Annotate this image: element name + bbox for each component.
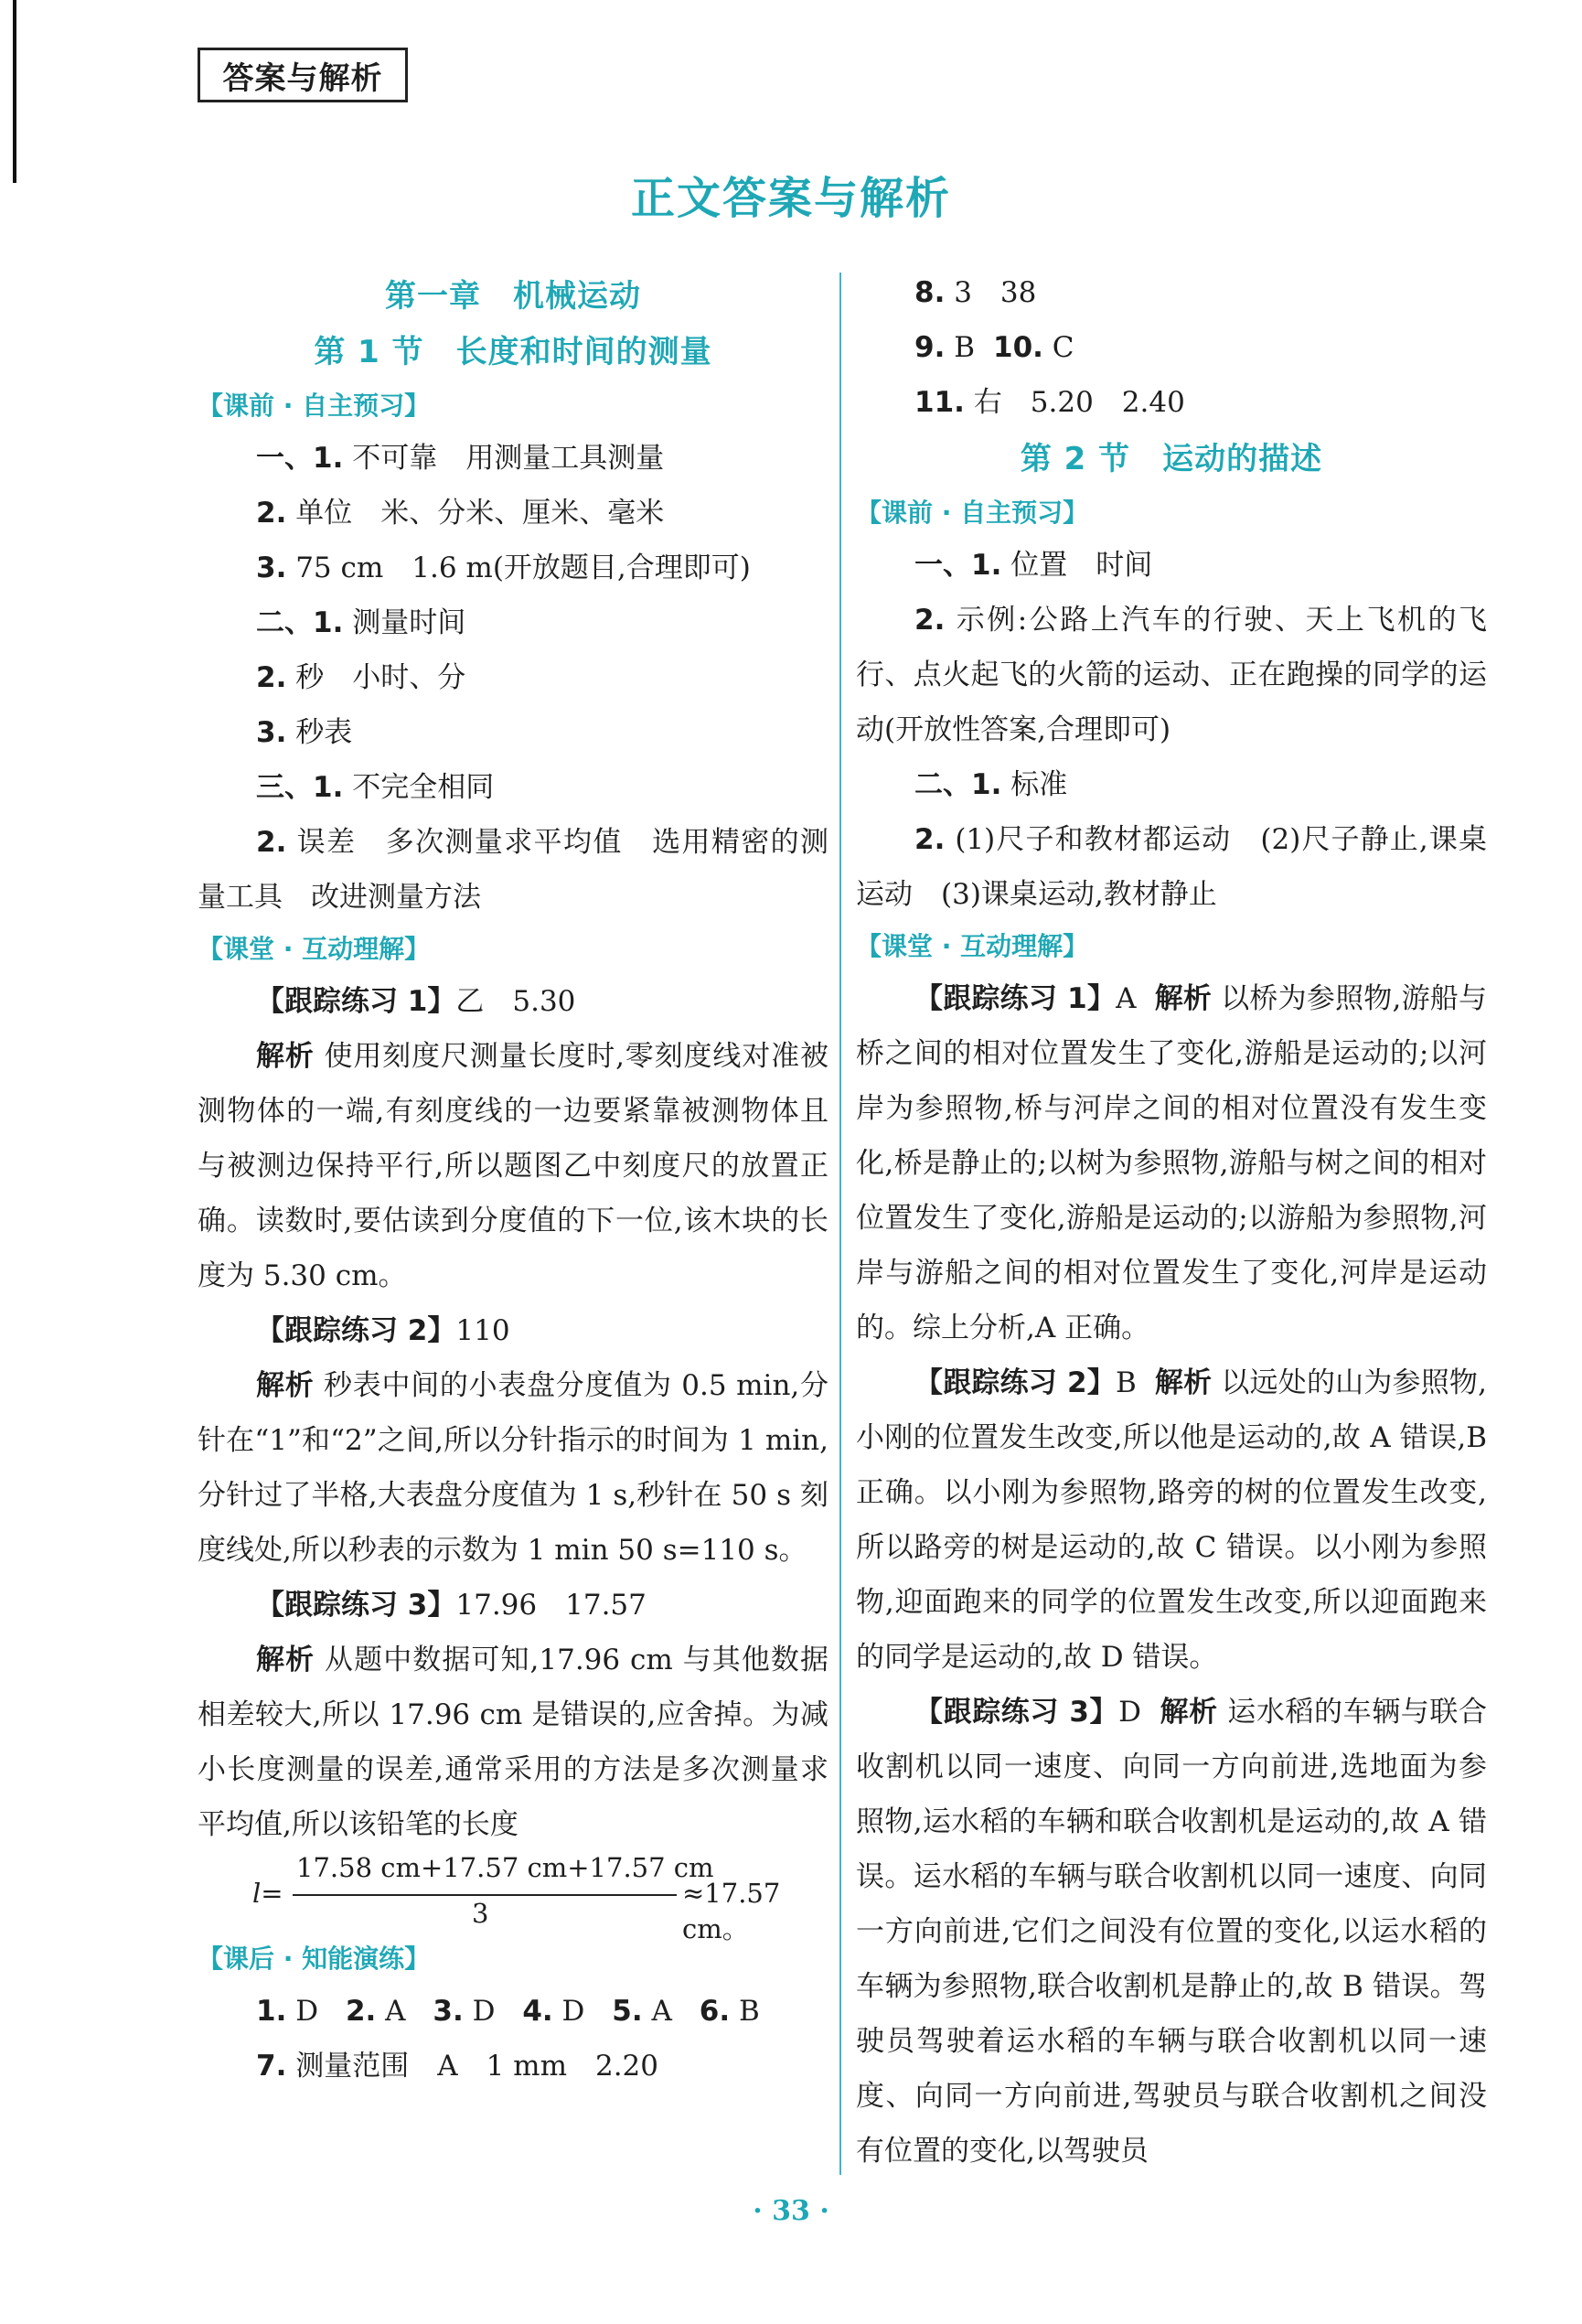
section-header-label: 答案与解析 [222,59,383,97]
explanation-paragraph: 【跟踪练习 3】D 解析 运水稻的车辆与联合收割机以同一速度、向同一方向前进,选地面为参照物,运水稻的车辆和联合收割机是运动的,故 A 错误。运水稻的车辆与联合收割机以同一速度、向同一方向前进,它们之间没有位置的变化,以运水稻的车辆为参照物,联合收割机是静止的,故 B 错误。驾驶员驾驶着运水稻的车辆与联合收割机以同一速度、向同一方向前进,驾驶员与联合收割机之间没有位置的变化,以驾驶员 [856,1696,1487,2168]
answer-line: 9. B 10. C [914,331,1074,364]
explanation-paragraph: 【跟踪练习 1】A 解析 以桥为参照物,游船与桥之间的相对位置发生了变化,游船是运动的;以河岸为参照物,桥与河岸之间的相对位置没有发生变化,桥是静止的;以树为参照物,游船与树之间的相对位置发生了变化,游船是运动的;以游船为参照物,河岸与游船之间的相对位置发生了变化,河岸是运动的。综上分析,A 正确。 [856,982,1487,1344]
tag-classroom: 【课堂 · 互动理解】 [198,934,431,964]
answer-line: 2. 秒 小时、分 [256,661,466,694]
exercise-answer: 【跟踪练习 3】17.96 17.57 [256,1589,647,1622]
answer-line: 2. 单位 米、分米、厘米、毫米 [256,497,665,530]
left-column [198,270,828,2094]
tag-after-class: 【课后 · 知能演练】 [198,1944,431,1974]
explanation-paragraph: 解析 从题中数据可知,17.96 cm 与其他数据相差较大,所以 17.96 cm 是错误的,应舍掉。为减小长度测量的误差,通常采用的方法是多次测量求平均值,所以该铅笔的长度 [198,1644,829,1841]
page-edge-rule [13,0,16,183]
answer-paragraph: 2. (1)尺子和教材都运动 (2)尺子静止,课桌运动 (3)课桌运动,教材静止 [856,823,1487,911]
exercise-answer: 【跟踪练习 1】乙 5.30 [256,985,576,1018]
explanation-paragraph: 【跟踪练习 2】B 解析 以远处的山为参照物,小刚的位置发生改变,所以他是运动的,故 A 错误,B 正确。以小刚为参照物,路旁的树的位置发生改变,所以路旁的树是运动的,故 C 错误。以小刚为参照物,迎面跑来的同学的位置发生改变,所以迎面跑来的同学是运动的,故 D 错误。 [856,1366,1487,1674]
answer-paragraph: 2. 误差 多次测量求平均值 选用精密的测量工具 改进测量方法 [198,826,828,914]
chapter-title: 第一章 机械运动 [385,278,641,315]
answer-line: 1. D 2. A 3. D 4. D 5. A 6. B [256,1995,760,2028]
explanation-paragraph: 解析 秒表中间的小表盘分度值为 0.5 min,分针在“1”和“2”之间,所以分针指示的时间为 1 min,分针过了半格,大表盘分度值为 1 s,秒针在 50 s 刻度线处,所以秒表的示数为 1 min 50 s=110 s。 [198,1369,828,1567]
formula-rhs: ≈17.57 cm。 [682,1878,781,1944]
answer-line: 3. 75 cm 1.6 m(开放题目,合理即可) [256,552,751,584]
answer-line: 3. 秒表 [256,716,353,749]
column-divider [839,273,841,2175]
section-header-box [198,48,408,102]
page-title: 正文答案与解析 [630,173,951,224]
tag-classroom: 【课堂 · 互动理解】 [856,931,1089,961]
answer-line: 11. 右 5.20 2.40 [914,386,1185,419]
exercise-answer: 【跟踪练习 2】110 [256,1314,510,1347]
explanation-paragraph: 解析 使用刻度尺测量长度时,零刻度线对准被测物体的一端,有刻度线的一边要紧靠被测物体且与被测边保持平行,所以题图乙中刻度尺的放置正确。读数时,要估读到分度值的下一位,该木块的长度为 5.30 cm。 [198,1040,828,1292]
right-column [856,265,1487,2179]
section-title: 第 2 节 运动的描述 [1020,441,1323,477]
answer-line: 7. 测量范围 A 1 mm 2.20 [256,2050,658,2083]
section-title: 第 1 节 长度和时间的测量 [314,334,712,370]
formula-lhs: l= [252,1878,283,1909]
answer-line: 一、1. 位置 时间 [914,549,1153,582]
answer-paragraph: 2. 示例:公路上汽车的行驶、天上飞机的飞行、点火起飞的火箭的运动、正在跑操的同学的运动(开放性答案,合理即可) [856,604,1487,746]
tag-preview: 【课前 · 自主预习】 [856,498,1089,528]
answer-line: 二、1. 标准 [914,768,1068,801]
tag-preview: 【课前 · 自主预习】 [198,391,431,421]
answer-line: 三、1. 不完全相同 [256,771,495,804]
answer-line: 二、1. 测量时间 [256,606,466,639]
formula-denominator: 3 [472,1898,489,1929]
answer-line: 8. 3 38 [914,276,1037,309]
formula-numerator: 17.58 cm+17.57 cm+17.57 cm [296,1852,714,1883]
page-number: · 33 · [753,2195,829,2227]
answer-line: 一、1. 不可靠 用测量工具测量 [256,442,665,475]
length-formula [198,1852,828,1944]
fraction-bar [293,1894,677,1896]
